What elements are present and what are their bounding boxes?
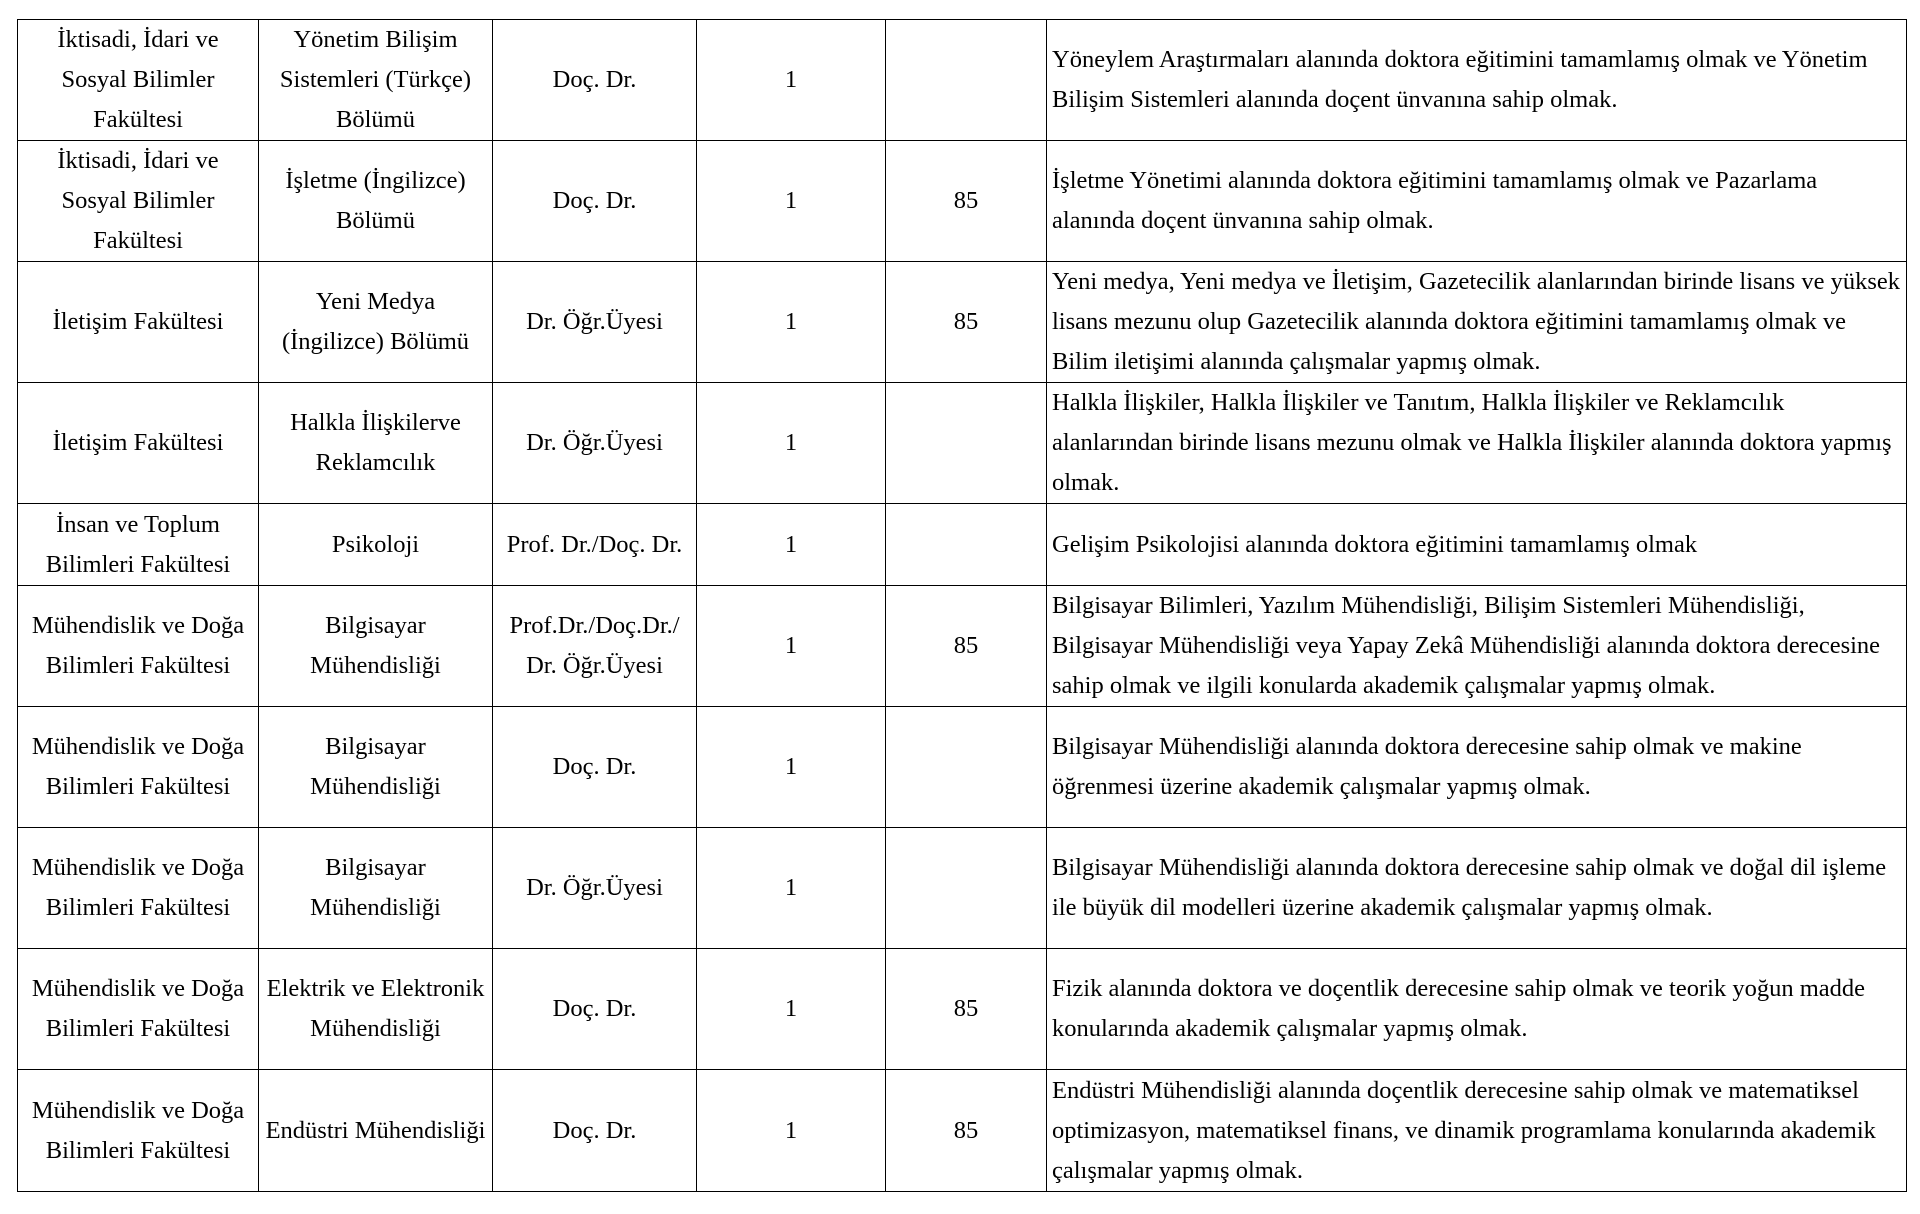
count-cell: 1: [697, 504, 886, 586]
score-cell: [886, 383, 1047, 504]
title-cell: Prof. Dr./Doç. Dr.: [493, 504, 697, 586]
count-cell: 1: [697, 586, 886, 707]
count-cell: 1: [697, 141, 886, 262]
count-cell: 1: [697, 1070, 886, 1192]
requirement-cell: Halkla İlişkiler, Halkla İlişkiler ve Tanıtım, Halkla İlişkiler ve Reklamcılık alanlarından birinde lisans mezunu olmak ve Halkla İlişkiler alanında doktora yapmış olmak.: [1047, 383, 1907, 504]
title-cell: Prof.Dr./Doç.Dr./ Dr. Öğr.Üyesi: [493, 586, 697, 707]
department-cell: Halkla İlişkilerve Reklamcılık: [259, 383, 493, 504]
table-row: [18, 383, 1907, 504]
table-row: [18, 949, 1907, 1070]
faculty-cell: İletişim Fakültesi: [18, 383, 259, 504]
faculty-cell: Mühendislik ve Doğa Bilimleri Fakültesi: [18, 828, 259, 949]
faculty-cell: Mühendislik ve Doğa Bilimleri Fakültesi: [18, 949, 259, 1070]
count-cell: 1: [697, 707, 886, 828]
requirement-cell: Endüstri Mühendisliği alanında doçentlik derecesine sahip olmak ve matematiksel optimizasyon, matematiksel finans, ve dinamik programlama konularında akademik çalışmalar yapmış olmak.: [1047, 1070, 1907, 1192]
title-cell: Doç. Dr.: [493, 1070, 697, 1192]
department-cell: Endüstri Mühendisliği: [259, 1070, 493, 1192]
table-row: [18, 20, 1907, 141]
table-row: [18, 262, 1907, 383]
requirement-cell: Yeni medya, Yeni medya ve İletişim, Gazetecilik alanlarından birinde lisans ve yüksek lisans mezunu olup Gazetecilik alanında doktora eğitimini tamamlamış olmak ve Bilim iletişimi alanında çalışmalar yapmış olmak.: [1047, 262, 1907, 383]
table-row: [18, 141, 1907, 262]
table-row: [18, 586, 1907, 707]
count-cell: 1: [697, 20, 886, 141]
positions-table: [17, 19, 1907, 1192]
table-row: [18, 707, 1907, 828]
count-cell: 1: [697, 383, 886, 504]
department-cell: Bilgisayar Mühendisliği: [259, 828, 493, 949]
faculty-cell: Mühendislik ve Doğa Bilimleri Fakültesi: [18, 707, 259, 828]
department-cell: İşletme (İngilizce) Bölümü: [259, 141, 493, 262]
table-row: [18, 1070, 1907, 1192]
requirement-cell: Fizik alanında doktora ve doçentlik derecesine sahip olmak ve teorik yoğun madde konularında akademik çalışmalar yapmış olmak.: [1047, 949, 1907, 1070]
department-cell: Elektrik ve Elektronik Mühendisliği: [259, 949, 493, 1070]
title-cell: Doç. Dr.: [493, 707, 697, 828]
title-cell: Doç. Dr.: [493, 20, 697, 141]
requirement-cell: Bilgisayar Bilimleri, Yazılım Mühendisliği, Bilişim Sistemleri Mühendisliği, Bilgisayar Mühendisliği veya Yapay Zekâ Mühendisliği alanında doktora derecesine sahip olmak ve ilgili konularda akademik çalışmalar yapmış olmak.: [1047, 586, 1907, 707]
score-cell: 85: [886, 949, 1047, 1070]
score-cell: [886, 707, 1047, 828]
title-cell: Doç. Dr.: [493, 141, 697, 262]
faculty-cell: İnsan ve Toplum Bilimleri Fakültesi: [18, 504, 259, 586]
table-row: [18, 504, 1907, 586]
department-cell: Yönetim Bilişim Sistemleri (Türkçe) Bölümü: [259, 20, 493, 141]
requirement-cell: Yöneylem Araştırmaları alanında doktora eğitimini tamamlamış olmak ve Yönetim Bilişim Sistemleri alanında doçent ünvanına sahip olmak.: [1047, 20, 1907, 141]
department-cell: Yeni Medya (İngilizce) Bölümü: [259, 262, 493, 383]
score-cell: 85: [886, 262, 1047, 383]
faculty-cell: İktisadi, İdari ve Sosyal Bilimler Fakültesi: [18, 20, 259, 141]
faculty-cell: İktisadi, İdari ve Sosyal Bilimler Fakültesi: [18, 141, 259, 262]
requirement-cell: İşletme Yönetimi alanında doktora eğitimini tamamlamış olmak ve Pazarlama alanında doçent ünvanına sahip olmak.: [1047, 141, 1907, 262]
department-cell: Bilgisayar Mühendisliği: [259, 586, 493, 707]
title-cell: Dr. Öğr.Üyesi: [493, 383, 697, 504]
title-cell: Dr. Öğr.Üyesi: [493, 828, 697, 949]
score-cell: 85: [886, 1070, 1047, 1192]
score-cell: [886, 20, 1047, 141]
requirement-cell: Gelişim Psikolojisi alanında doktora eğitimini tamamlamış olmak: [1047, 504, 1907, 586]
requirement-cell: Bilgisayar Mühendisliği alanında doktora derecesine sahip olmak ve makine öğrenmesi üzerine akademik çalışmalar yapmış olmak.: [1047, 707, 1907, 828]
score-cell: 85: [886, 586, 1047, 707]
requirement-cell: Bilgisayar Mühendisliği alanında doktora derecesine sahip olmak ve doğal dil işleme ile büyük dil modelleri üzerine akademik çalışmalar yapmış olmak.: [1047, 828, 1907, 949]
score-cell: [886, 828, 1047, 949]
title-cell: Dr. Öğr.Üyesi: [493, 262, 697, 383]
faculty-cell: Mühendislik ve Doğa Bilimleri Fakültesi: [18, 586, 259, 707]
faculty-cell: Mühendislik ve Doğa Bilimleri Fakültesi: [18, 1070, 259, 1192]
count-cell: 1: [697, 262, 886, 383]
department-cell: Psikoloji: [259, 504, 493, 586]
title-cell: Doç. Dr.: [493, 949, 697, 1070]
table-row: [18, 828, 1907, 949]
count-cell: 1: [697, 949, 886, 1070]
score-cell: 85: [886, 141, 1047, 262]
department-cell: Bilgisayar Mühendisliği: [259, 707, 493, 828]
faculty-cell: İletişim Fakültesi: [18, 262, 259, 383]
score-cell: [886, 504, 1047, 586]
count-cell: 1: [697, 828, 886, 949]
